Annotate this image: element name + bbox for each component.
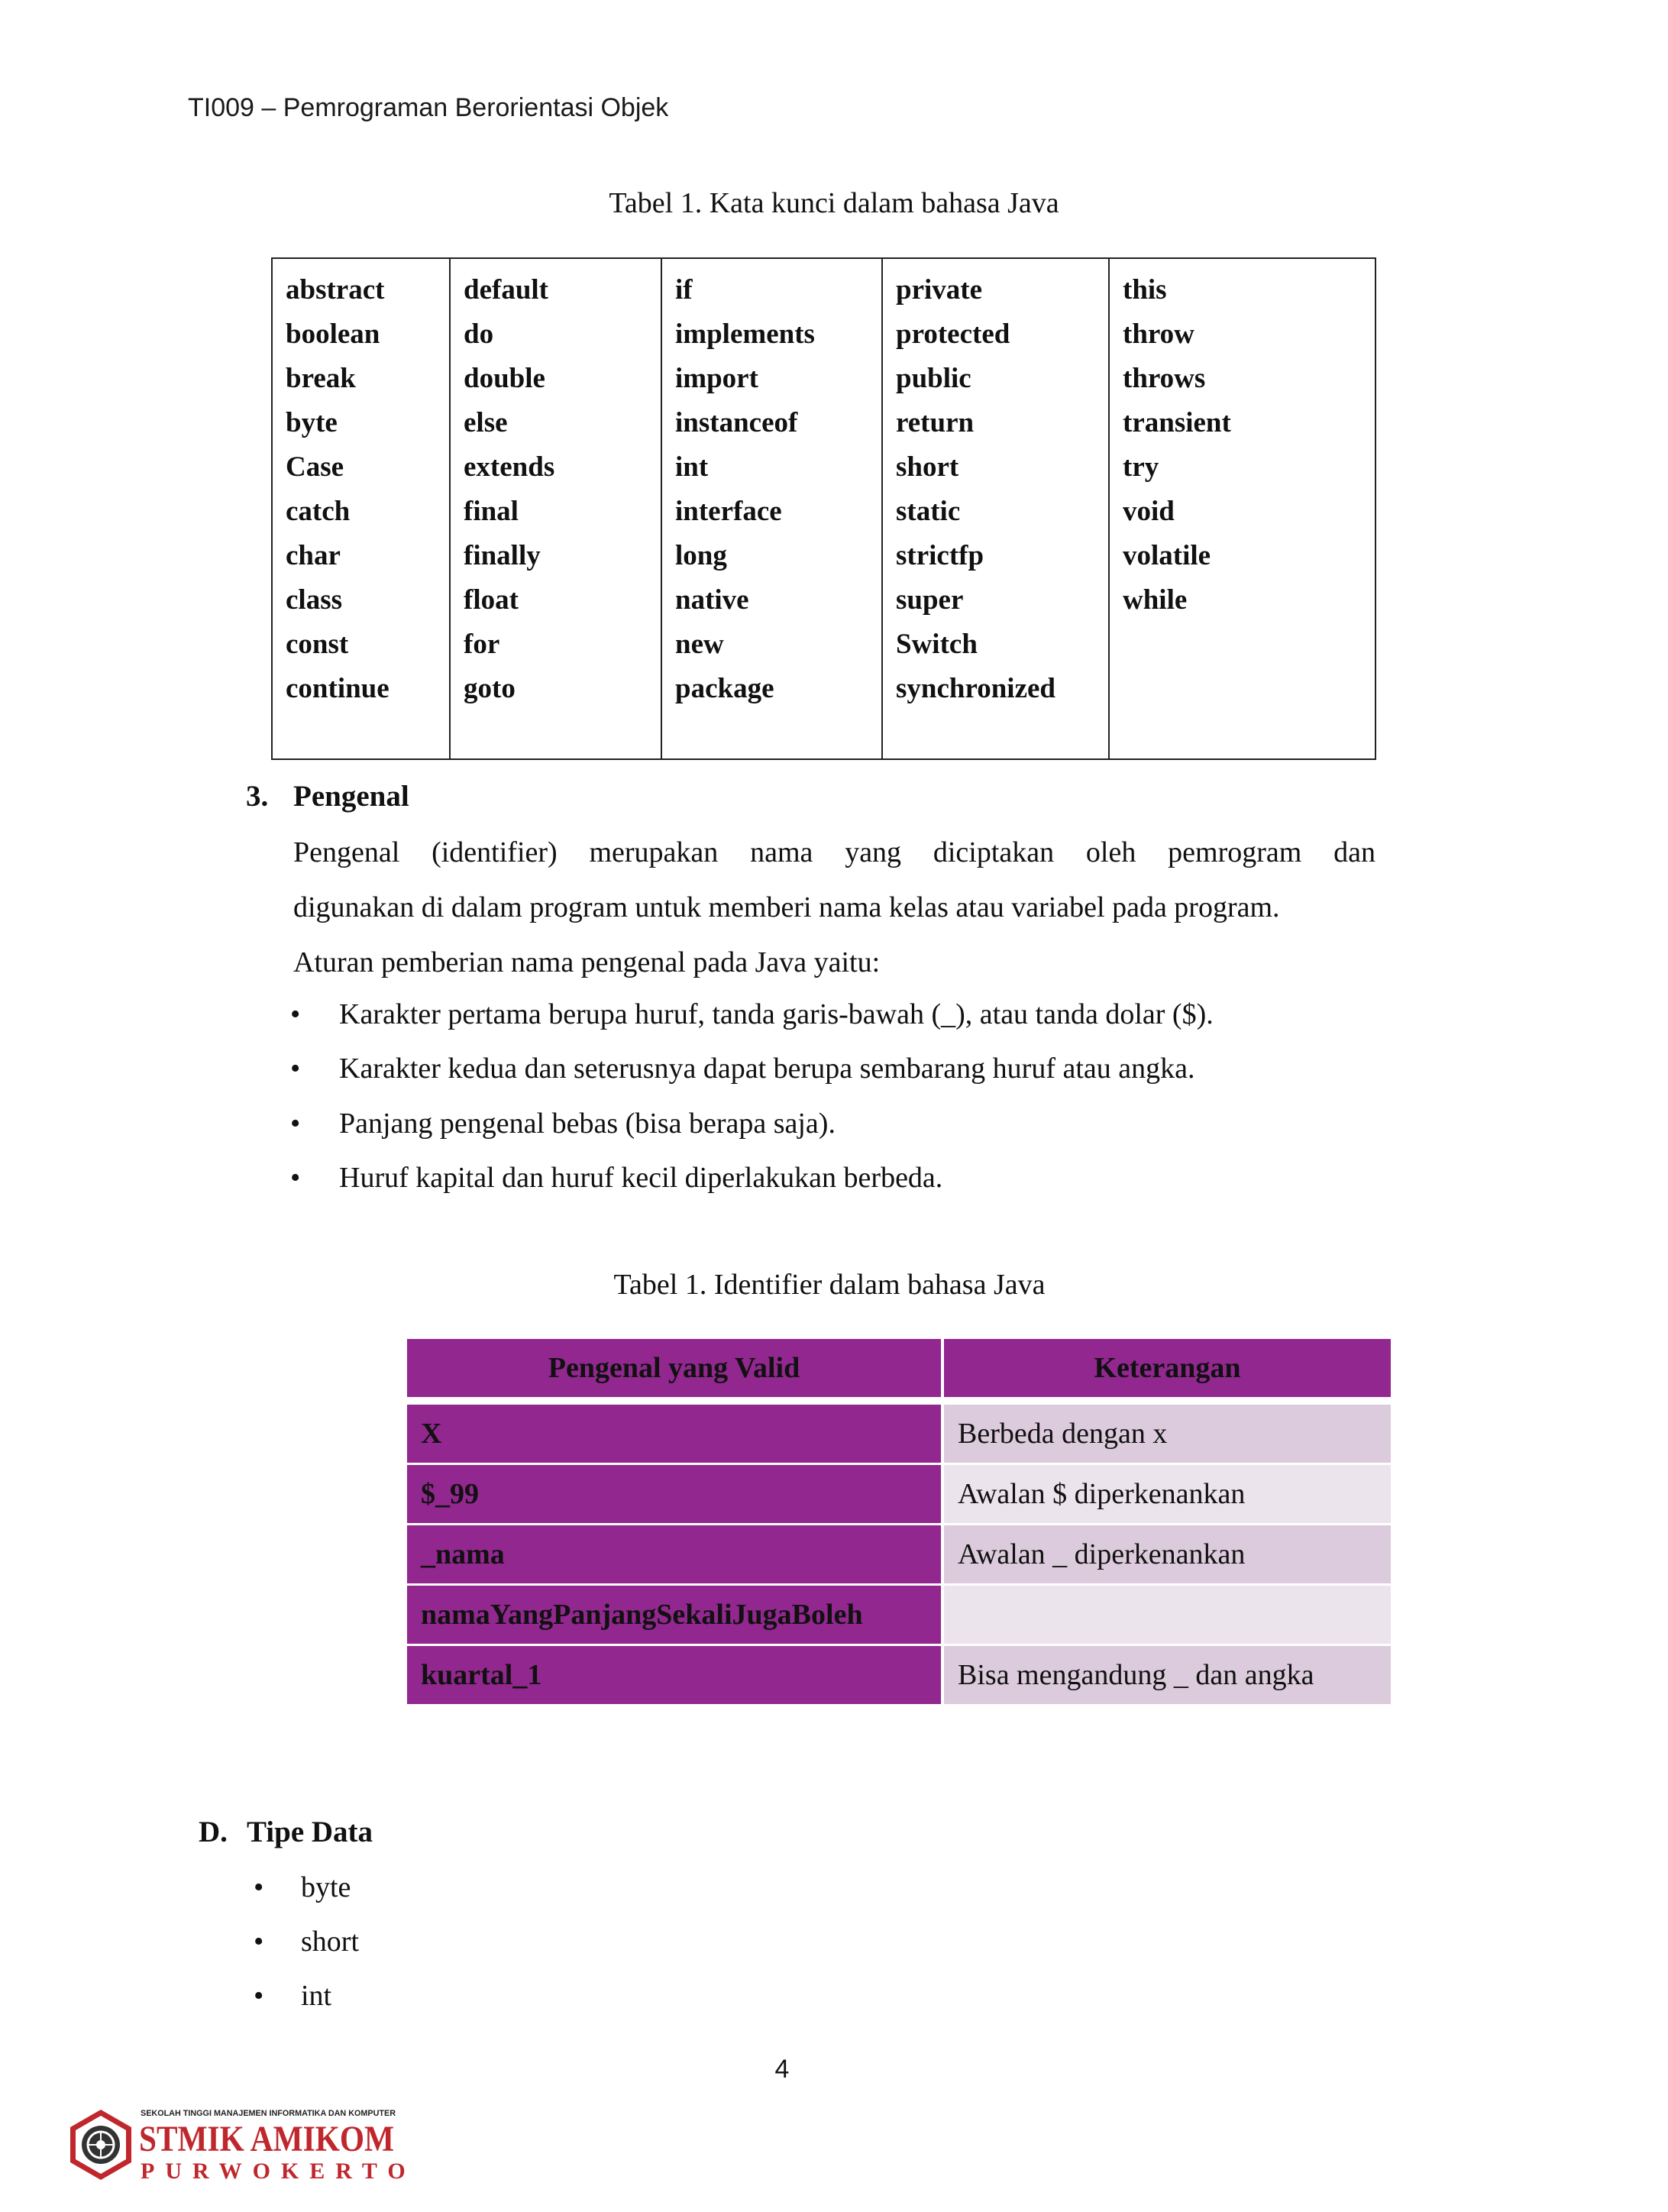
keyword-cell: strictfp: [896, 540, 984, 571]
document-header: TI009 – Pemrograman Berorientasi Objek: [188, 93, 669, 122]
identifier-cell: kuartal_1: [407, 1646, 941, 1704]
description-cell: Berbeda dengan x: [944, 1405, 1391, 1463]
bullet-icon: •: [254, 1871, 264, 1903]
keyword-cell: protected: [896, 319, 1010, 350]
list-item: • Panjang pengenal bebas (bisa berapa saja).: [290, 1108, 836, 1140]
keyword-cell: class: [286, 584, 342, 616]
keywords-column-5: [1110, 259, 1375, 758]
svg-text:PURWOKERTO: PURWOKERTO: [141, 2159, 416, 2184]
keyword-cell: extends: [464, 451, 555, 483]
list-item: • byte: [254, 1871, 351, 1903]
paragraph-line: Pengenal (identifier) merupakan nama yang diciptakan oleh pemrogram dan: [293, 836, 1375, 868]
description-cell: Awalan $ diperkenankan: [944, 1465, 1391, 1523]
keyword-cell: return: [896, 407, 975, 438]
table-row: [407, 1525, 1391, 1583]
keyword-cell: double: [464, 363, 545, 394]
stmik-amikom-logo: [67, 2102, 416, 2188]
header-cell: Keterangan: [944, 1339, 1391, 1397]
keyword-cell: synchronized: [896, 673, 1056, 704]
section-letter: D.: [199, 1816, 228, 1848]
keyword-cell: int: [675, 451, 709, 483]
keyword-cell: float: [464, 584, 519, 616]
keyword-cell: private: [896, 274, 983, 306]
keyword-cell: implements: [675, 319, 815, 350]
table-row: [407, 1586, 1391, 1644]
keyword-cell: break: [286, 363, 356, 394]
keyword-cell: boolean: [286, 319, 380, 350]
keyword-cell: try: [1123, 451, 1159, 483]
list-item: • int: [254, 1980, 332, 2012]
keyword-cell: do: [464, 319, 494, 350]
keyword-cell: static: [896, 496, 961, 527]
keywords-table-caption: Tabel 1. Kata kunci dalam bahasa Java: [609, 187, 1059, 219]
keyword-cell: volatile: [1123, 540, 1211, 571]
identifier-cell: namaYangPanjangSekaliJugaBoleh: [407, 1586, 941, 1644]
keyword-cell: package: [675, 673, 774, 704]
keyword-cell: this: [1123, 274, 1167, 306]
keyword-cell: Case: [286, 451, 344, 483]
keywords-table: [271, 257, 1376, 760]
keyword-cell: Switch: [896, 629, 978, 660]
keyword-cell: byte: [286, 407, 338, 438]
keywords-column-1: [273, 259, 451, 758]
keyword-cell: while: [1123, 584, 1188, 616]
table-row: [407, 1646, 1391, 1704]
list-item: • short: [254, 1926, 359, 1958]
keyword-cell: goto: [464, 673, 516, 704]
keyword-cell: public: [896, 363, 971, 394]
list-item: • Karakter pertama berupa huruf, tanda garis-bawah (_), atau tanda dolar ($).: [290, 998, 1214, 1030]
keywords-column-4: [883, 259, 1110, 758]
paragraph-line: digunakan di dalam program untuk memberi nama kelas atau variabel pada program.: [293, 891, 1280, 923]
bullet-icon: •: [254, 1926, 264, 1958]
keywords-column-3: [662, 259, 883, 758]
keyword-cell: continue: [286, 673, 390, 704]
keyword-cell: char: [286, 540, 341, 571]
paragraph-line: Aturan pemberian nama pengenal pada Java yaitu:: [293, 946, 881, 978]
svg-text:SEKOLAH TINGGI MANAJEMEN INFOR: SEKOLAH TINGGI MANAJEMEN INFORMATIKA DAN KOMPUTER: [141, 2109, 396, 2118]
table-row: [407, 1465, 1391, 1523]
identifier-cell: $_99: [407, 1465, 941, 1523]
logo-emblem-icon: [67, 2102, 416, 2188]
keyword-cell: finally: [464, 540, 541, 571]
svg-text:STMIK AMIKOM: STMIK AMIKOM: [139, 2119, 394, 2159]
keyword-cell: const: [286, 629, 349, 660]
list-item: • Karakter kedua dan seterusnya dapat berupa sembarang huruf atau angka.: [290, 1053, 1195, 1085]
keyword-cell: default: [464, 274, 548, 306]
keyword-cell: instanceof: [675, 407, 798, 438]
keyword-cell: final: [464, 496, 519, 527]
keyword-cell: if: [675, 274, 693, 306]
identifier-table-caption: Tabel 1. Identifier dalam bahasa Java: [613, 1269, 1046, 1301]
keyword-cell: throw: [1123, 319, 1194, 350]
description-cell: Awalan _ diperkenankan: [944, 1525, 1391, 1583]
identifier-table-header: [407, 1339, 1391, 1397]
keyword-cell: interface: [675, 496, 782, 527]
keyword-cell: throws: [1123, 363, 1206, 394]
header-cell: Pengenal yang Valid: [407, 1339, 941, 1397]
section-title: Pengenal: [293, 780, 409, 813]
keyword-cell: abstract: [286, 274, 385, 306]
list-item: • Huruf kapital dan huruf kecil diperlakukan berbeda.: [290, 1162, 943, 1194]
keyword-cell: void: [1123, 496, 1175, 527]
keyword-cell: short: [896, 451, 959, 483]
keyword-cell: else: [464, 407, 508, 438]
bullet-icon: •: [254, 1980, 264, 2012]
description-cell: [944, 1586, 1391, 1644]
bullet-icon: •: [290, 1108, 301, 1140]
keyword-cell: native: [675, 584, 749, 616]
section-number: 3.: [246, 780, 269, 813]
bullet-icon: •: [290, 1053, 301, 1085]
keyword-cell: long: [675, 540, 727, 571]
keyword-cell: catch: [286, 496, 351, 527]
keyword-cell: new: [675, 629, 724, 660]
identifier-cell: X: [407, 1405, 941, 1463]
table-row: [407, 1405, 1391, 1463]
bullet-icon: •: [290, 998, 301, 1030]
bullet-icon: •: [290, 1162, 301, 1194]
identifier-cell: _nama: [407, 1525, 941, 1583]
keywords-column-2: [451, 259, 662, 758]
page-number: 4: [774, 2055, 790, 2084]
keyword-cell: transient: [1123, 407, 1231, 438]
keyword-cell: for: [464, 629, 500, 660]
keyword-cell: import: [675, 363, 758, 394]
description-cell: Bisa mengandung _ dan angka: [944, 1646, 1391, 1704]
section-title: Tipe Data: [247, 1816, 373, 1848]
keyword-cell: super: [896, 584, 964, 616]
